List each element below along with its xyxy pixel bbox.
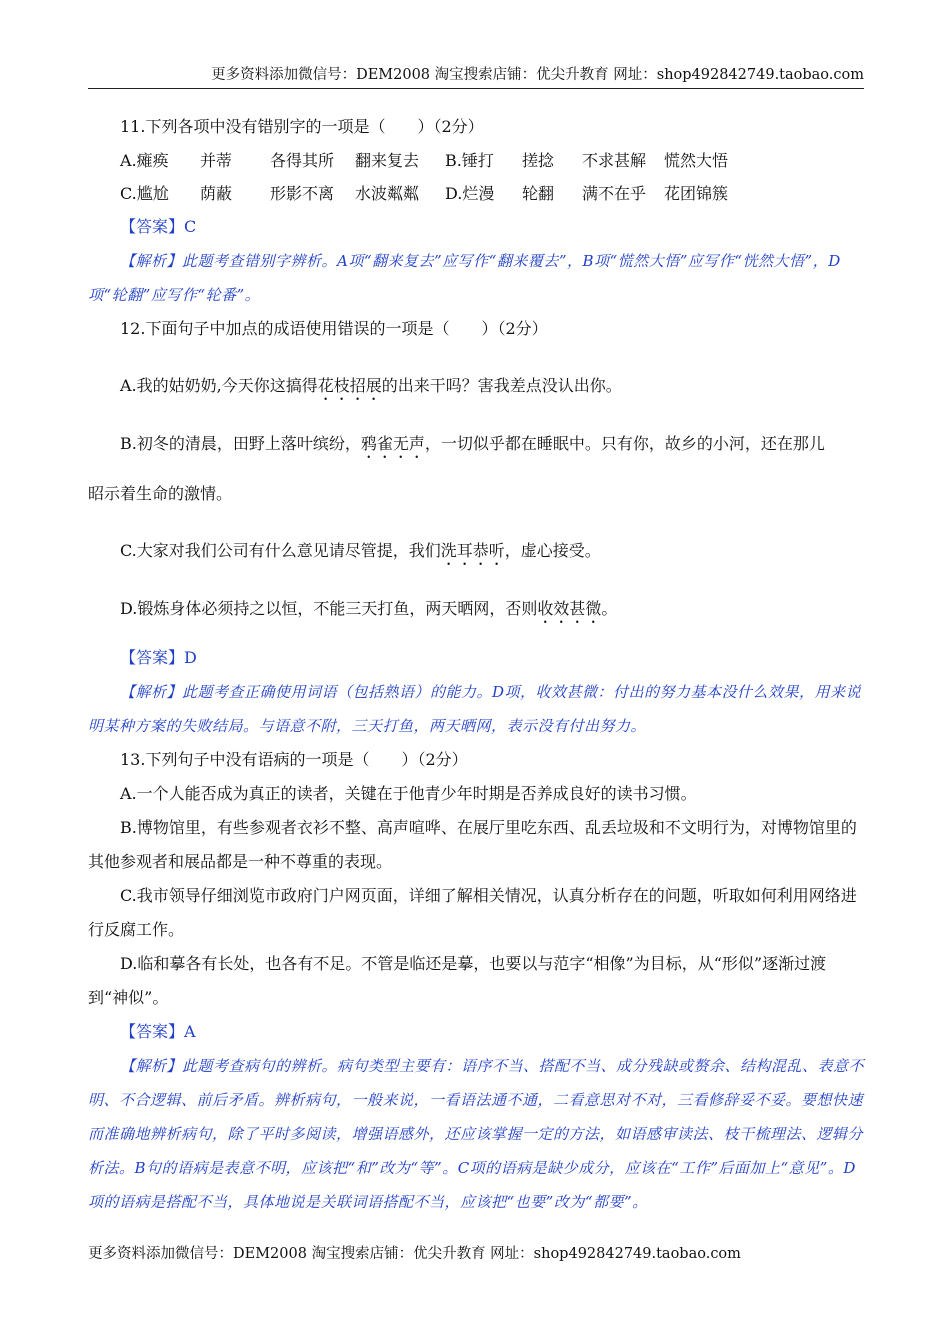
- q11-option: 水波粼粼: [355, 184, 420, 203]
- q11-option: 不求甚解: [582, 151, 647, 170]
- q12-answer: 【答案】D: [120, 648, 197, 667]
- header-text: 更多资料添加微信号：DEM2008 淘宝搜索店铺：优尖升教育 网址：shop492842749.taobao.com: [211, 67, 864, 83]
- q11-option: C.尴尬: [120, 184, 169, 203]
- q12-b-text: B.初冬的清晨，田野上落叶缤纷，: [120, 434, 361, 453]
- q13-option-d: D.临和摹各有长处，也各有不足。不管是临还是摹，也要以与范字“相像”为目标，从“形似”逐渐过渡到“神似”。: [88, 954, 827, 1007]
- q11-option: 各得其所: [270, 151, 335, 170]
- q11-stem: 11.下列各项中没有错别字的一项是（ ）（2分）: [120, 117, 484, 136]
- footer-text: 更多资料添加微信号：DEM2008 淘宝搜索店铺：优尖升教育 网址：shop492842749.taobao.com: [88, 1246, 741, 1262]
- q12-option-a: [88, 369, 864, 404]
- q11-option: 荫蔽: [200, 184, 233, 203]
- q11-options-row-1: [88, 144, 864, 177]
- q11-option: 花团锦簇: [664, 184, 729, 203]
- q12-c-idiom: 洗耳恭听: [440, 541, 505, 560]
- q12-d-idiom: 收效甚微: [537, 599, 602, 618]
- q13-analysis: 【解析】此题考查病句的辨析。病句类型主要有：语序不当、搭配不当、成分残缺或赘余、结构混乱、表意不明、不合逻辑、前后矛盾。辨析病句，一般来说，一看语法通不通，二看意思对不对，三看修辞妥不妥。要想快速而准确地辨析病句，除了平时多阅读，增强语感外，还应该掌握一定的方法，如语感审读法、枝干梳理法、逻辑分析法。B句的语病是表意不明，应该把“和”改为“等”。C项的语病是缺少成分，应该在“工作”后面加上“意见”。D项的语病是搭配不当，具体地说是关联词语搭配不当，应该把“也要”改为“都要”。: [88, 1057, 865, 1211]
- q12-stem: 12.下面句子中加点的成语使用错误的一项是（ ）（2分）: [120, 319, 548, 338]
- q11-option: D.烂漫: [445, 184, 495, 203]
- q11-analysis: 【解析】此题考查错别字辨析。A项“翻来复去”应写作“翻来覆去”，B项“慌然大悟”应写作“恍然大悟”，D项“轮翻”应写作“轮番”。: [88, 252, 841, 304]
- q12-c-text: C.大家对我们公司有什么意见请尽管提，我们: [120, 541, 441, 560]
- q11-option: 形影不离: [270, 184, 335, 203]
- q11-option: 满不在乎: [582, 184, 647, 203]
- q11-option: A.瘫痪: [120, 151, 169, 170]
- q11-answer: 【答案】C: [120, 217, 197, 236]
- q11-option: 搓捻: [522, 151, 555, 170]
- q12-d-text: D.锻炼身体必须持之以恒，不能三天打鱼，两天晒网，否则: [120, 599, 538, 618]
- q11-option: 慌然大悟: [664, 151, 729, 170]
- q12-a-idiom: 花枝招展: [317, 376, 382, 395]
- q12-option-b-cont: 昭示着生命的激情。: [88, 484, 233, 503]
- q13-option-b: B.博物馆里，有些参观者衣衫不整、高声喧哗、在展厅里吃东西、乱丢垃圾和不文明行为，对博物馆里的其他参观者和展品都是一种不尊重的表现。: [88, 818, 857, 871]
- q11-option: 并蒂: [200, 151, 233, 170]
- q12-b-text-end: ，一切似乎都在睡眠中。只有你，故乡的小河，还在那儿: [424, 434, 825, 453]
- page-header: [88, 64, 864, 89]
- q12-a-text: A.我的姑奶奶,今天你这搞得: [120, 376, 318, 395]
- q13-option-a: A.一个人能否成为真正的读者，关键在于他青少年时期是否养成良好的读书习惯。: [120, 784, 697, 803]
- q12-d-text-end: 。: [601, 599, 618, 618]
- q13-answer: 【答案】A: [120, 1022, 196, 1041]
- page-footer: [88, 1243, 864, 1265]
- q12-analysis: 【解析】此题考查正确使用词语（包括熟语）的能力。D项，收效甚微：付出的努力基本没什么效果，用来说明某种方案的失败结局。与语意不附，三天打鱼，两天晒网，表示没有付出努力。: [88, 683, 862, 735]
- q12-option-d: [88, 592, 864, 627]
- q11-option: B.锤打: [445, 151, 494, 170]
- q12-a-text-end: 的出来干吗？害我差点没认出你。: [381, 376, 622, 395]
- q12-option-b: [88, 427, 864, 462]
- q11-option: 轮翻: [522, 184, 555, 203]
- q13-stem: 13.下列句子中没有语病的一项是（ ）（2分）: [120, 750, 468, 769]
- q12-option-c: [88, 534, 864, 569]
- document-body: [88, 110, 864, 1219]
- q12-c-text-end: ，虚心接受。: [504, 541, 601, 560]
- q11-option: 翻来复去: [355, 151, 420, 170]
- q12-b-idiom: 鸦雀无声: [360, 434, 425, 453]
- q11-options-row-2: [88, 177, 864, 210]
- q13-option-c: C.我市领导仔细浏览市政府门户网页面，详细了解相关情况，认真分析存在的问题，听取如何利用网络进行反腐工作。: [88, 886, 857, 939]
